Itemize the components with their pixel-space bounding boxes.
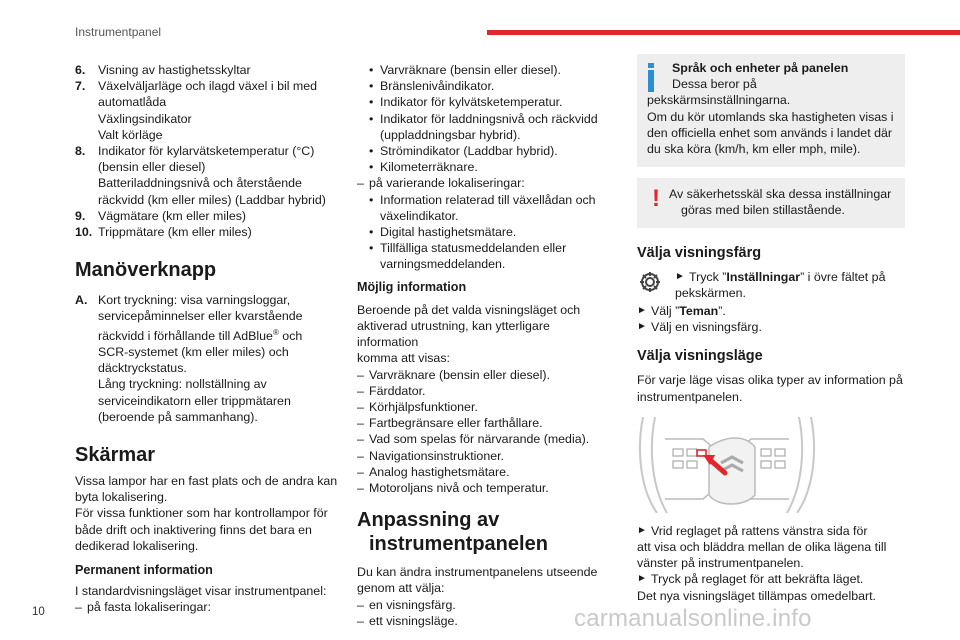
bullet-item: • Kilometerräknare.	[369, 160, 478, 175]
lage-paragraph	[637, 372, 905, 404]
item-text: Visning av hastighetsskyltar	[98, 63, 251, 77]
list-item: – Fartbegränsare eller farthållare.	[357, 416, 543, 431]
item-text: Analog hastighetsmätare.	[369, 464, 510, 479]
paragraph-line: byta lokalisering.	[75, 490, 168, 505]
variable-location-bullets	[357, 192, 612, 273]
item-text: Växelväljarläge och ilagd växel i bil med	[98, 79, 318, 94]
step-item	[637, 303, 905, 319]
item-number: 8.	[75, 144, 86, 159]
item-text: Digital hastighetsmätare.	[380, 225, 517, 240]
settings-step	[637, 269, 905, 301]
item-text: Indikator för kylarvätsketemperatur (°C)	[98, 144, 315, 159]
step-item	[637, 523, 905, 539]
list-item: – Analog hastighetsmätare.	[357, 464, 510, 479]
step-text: Välj en visningsfärg.	[651, 320, 762, 335]
item-text: Strömindikator (Laddbar hybrid).	[380, 144, 558, 159]
item-text: växelindikator.	[380, 208, 459, 223]
heading-valja-visningsfarg: Välja visningsfärg	[637, 244, 762, 261]
item-text: (bensin eller diesel)	[98, 160, 206, 175]
item-number: 9.	[75, 208, 86, 223]
page-header-title: Instrumentpanel	[75, 25, 162, 39]
item-text: serviceindikatorn eller trippmätaren	[98, 393, 291, 408]
list-item: – en visningsfärg.	[357, 597, 456, 612]
item-text: på fasta lokaliseringar:	[87, 600, 211, 615]
list-item: – på fasta lokaliseringar:	[75, 600, 211, 615]
item-text: Indikator för kylvätsketemperatur.	[380, 95, 563, 110]
text-fragment: räckvidd i förhållande till AdBlue	[98, 328, 273, 343]
item-text-adblue	[98, 325, 341, 344]
item-text: Vad som spelas för närvarande (media).	[369, 432, 590, 447]
item-text: Kilometerräknare.	[380, 160, 478, 175]
fixed-location-bullets	[357, 62, 612, 175]
item-text: Vägmätare (km eller miles)	[98, 208, 247, 223]
list-item: – Navigationsinstruktioner.	[357, 448, 504, 463]
text-fragment: Tryck ”	[689, 269, 727, 284]
anpassning-paragraph	[357, 564, 612, 596]
heading-valja-visningslage: Välja visningsläge	[637, 348, 763, 365]
list-item: – Färddator.	[357, 383, 426, 398]
mojlig-dash-list	[357, 367, 612, 497]
text-fragment: Välj ”	[651, 304, 680, 319]
item-text: Tillfälliga statusmeddelanden eller	[380, 241, 567, 256]
gear-icon	[637, 269, 663, 295]
list-item	[75, 62, 341, 78]
item-text: däcktryckstatus.	[98, 361, 187, 376]
paragraph-line: För varje läge visas olika typer av information på	[637, 373, 903, 388]
step-text: vänster på instrumentpanelen.	[637, 556, 804, 571]
paragraph-line: Du kan ändra instrumentpanelens utseende	[357, 565, 598, 580]
item-text: Körhjälpsfunktioner.	[369, 400, 478, 415]
paragraph-line: instrumentpanelen.	[637, 389, 743, 404]
list-item: – Vad som spelas för närvarande (media).	[357, 432, 590, 447]
bullet-item: • Digital hastighetsmätare.	[369, 225, 517, 240]
registered-mark: ®	[272, 327, 279, 337]
text-fragment: ”.	[718, 304, 726, 319]
heading-mojlig-information: Möjlig information	[357, 279, 467, 294]
column-right	[637, 54, 905, 604]
step-arrow: ►	[637, 573, 647, 585]
item-number: 10.	[75, 225, 93, 240]
watermark: carmanualsonline.info	[574, 605, 812, 632]
paragraph-line: För vissa funktioner som har kontrollampor för	[75, 506, 328, 521]
text-bold: Teman	[679, 304, 719, 319]
info-line: Dessa beror på	[672, 77, 757, 92]
list-item: – Motoroljans nivå och temperatur.	[357, 481, 549, 496]
bullet-item: • Tillfälliga statusmeddelanden eller varningsmeddelanden.	[369, 241, 567, 272]
list-item	[75, 224, 341, 240]
page-number: 10	[32, 606, 45, 618]
skarmar-paragraph	[75, 473, 341, 554]
item-text: på varierande lokaliseringar:	[369, 176, 525, 191]
item-text: Indikator för laddningsnivå och räckvidd	[380, 111, 598, 126]
item-text: automatlåda	[98, 95, 167, 110]
warning-icon: !	[652, 185, 660, 213]
permanent-paragraph: I standardvisningsläget visar instrumentpanel:	[75, 584, 327, 599]
item-text: (uppladdningsbar hybrid).	[380, 127, 521, 142]
item-text: Kort tryckning: visa varningsloggar,	[98, 293, 291, 308]
item-text: Växlingsindikator	[98, 111, 192, 126]
heading-line: Anpassning av	[357, 509, 500, 532]
paragraph-line: Vissa lampor har en fast plats och de andra kan	[75, 473, 338, 488]
step-text: Tryck på reglaget för att bekräfta läget.	[651, 572, 864, 587]
list-item: – Körhjälpsfunktioner.	[357, 400, 478, 415]
list-item	[75, 143, 341, 208]
item-text: Färddator.	[369, 383, 426, 398]
mojlig-paragraph	[357, 302, 612, 367]
varierande-dash	[357, 175, 612, 191]
bullet-item: • Indikator för laddningsnivå och räckvidd (uppladdningsbar hybrid).	[369, 111, 598, 142]
list-item	[75, 292, 341, 425]
item-text: Information relaterad till växellådan och	[380, 192, 596, 207]
step-item	[637, 571, 905, 587]
numbered-list	[75, 62, 341, 240]
item-text: Lång tryckning: nollställning av	[98, 377, 267, 392]
text-bold: Inställningar	[726, 269, 801, 284]
item-text: Trippmätare (km eller miles)	[98, 225, 252, 240]
item-text: Batteriladdningsnivå och återstående	[98, 176, 302, 191]
paragraph-line: komma att visas:	[357, 351, 450, 366]
text-fragment: ” i övre fältet på	[800, 269, 886, 284]
step-text: Vrid reglaget på rattens vänstra sida för	[651, 523, 868, 538]
item-text: Valt körläge	[98, 127, 163, 142]
paragraph-line: både drift och inaktivering finns det bara en	[75, 522, 312, 537]
item-text: SCR-systemet (km eller miles) och	[98, 344, 289, 359]
header-accent-bar	[487, 30, 960, 35]
permanent-dash-list	[75, 599, 341, 615]
paragraph-line: Beroende på det valda visningsläget och	[357, 302, 581, 317]
item-text: en visningsfärg.	[369, 597, 456, 612]
bullet-item: • Bränslenivåindikator.	[369, 79, 495, 94]
bullet-item: • Strömindikator (Laddbar hybrid).	[369, 144, 558, 159]
info-line: Om du kör utomlands ska hastigheten visas i	[647, 109, 894, 124]
item-text: Varvräknare (bensin eller diesel).	[380, 63, 561, 77]
item-letter: A.	[75, 293, 88, 308]
heading-line: instrumentpanelen	[369, 533, 548, 556]
heading-skarmar: Skärmar	[75, 443, 156, 466]
step-arrow: ►	[637, 524, 647, 536]
text-fragment: och	[278, 328, 303, 343]
item-text: varningsmeddelanden.	[380, 257, 506, 272]
item-text: Navigationsinstruktioner.	[369, 448, 504, 463]
item-text: räckvidd (km eller miles) (Laddbar hybrid)	[98, 192, 326, 207]
item-text: Fartbegränsare eller farthållare.	[369, 416, 543, 431]
step-arrow: ►	[637, 321, 647, 333]
info-box-title: Språk och enheter på panelen	[672, 61, 849, 75]
step-arrow: ►	[637, 305, 647, 317]
paragraph-line: genom att välja:	[357, 581, 445, 596]
list-item: – på varierande lokaliseringar:	[357, 176, 525, 191]
warning-line: Av säkerhetsskäl ska dessa inställningar	[669, 187, 892, 202]
step-text: att visa och bläddra mellan de olika lägena till	[637, 540, 887, 555]
bullet-item: • Varvräknare (bensin eller diesel).	[369, 63, 561, 77]
item-text: Varvräknare (bensin eller diesel).	[369, 367, 550, 382]
info-line: du ska köra (km/h, km eller mph, mile).	[647, 142, 861, 157]
bullet-item: • Indikator för kylvätsketemperatur.	[369, 95, 563, 110]
list-item: – ett visningsläge.	[357, 613, 458, 628]
info-line: den officiella enhet som används i landet där	[647, 125, 892, 140]
step-arrow: ►	[675, 270, 685, 282]
item-text: Motoroljans nivå och temperatur.	[369, 481, 549, 496]
final-note: Det nya visningsläget tillämpas omedelbart.	[637, 588, 876, 603]
list-item	[75, 78, 341, 143]
heading-manoverknapp: Manöverknapp	[75, 259, 217, 282]
paragraph-line: dedikerad lokalisering.	[75, 538, 199, 553]
info-box-language-units	[637, 54, 905, 167]
list-item: – Varvräknare (bensin eller diesel).	[357, 367, 550, 382]
heading-permanent-information: Permanent information	[75, 563, 213, 577]
step-text: pekskärmen.	[675, 285, 746, 300]
column-middle	[357, 62, 612, 629]
warning-line: göras med bilen stillastående.	[681, 203, 845, 218]
steering-wheel-illustration	[637, 417, 817, 513]
bullet-item: • Information relaterad till växellådan och växelindikator.	[369, 192, 596, 223]
item-text: Bränslenivåindikator.	[380, 79, 495, 94]
info-icon	[648, 63, 654, 92]
paragraph-line: aktiverad utrustning, kan ytterligare information	[357, 319, 550, 350]
step-item	[637, 319, 905, 335]
item-text: servicepåminnelser eller kvarstående	[98, 309, 303, 324]
item-text: ett visningsläge.	[369, 613, 458, 628]
item-number: 7.	[75, 79, 86, 94]
info-line: pekskärmsinställningarna.	[647, 93, 791, 108]
column-left	[75, 62, 341, 616]
manoverknapp-list	[75, 292, 341, 425]
warning-box-safety	[637, 178, 905, 227]
list-item	[75, 208, 341, 224]
heading-anpassning	[357, 508, 612, 556]
item-number: 6.	[75, 63, 86, 77]
item-text: (beroende på sammanhang).	[98, 409, 258, 424]
